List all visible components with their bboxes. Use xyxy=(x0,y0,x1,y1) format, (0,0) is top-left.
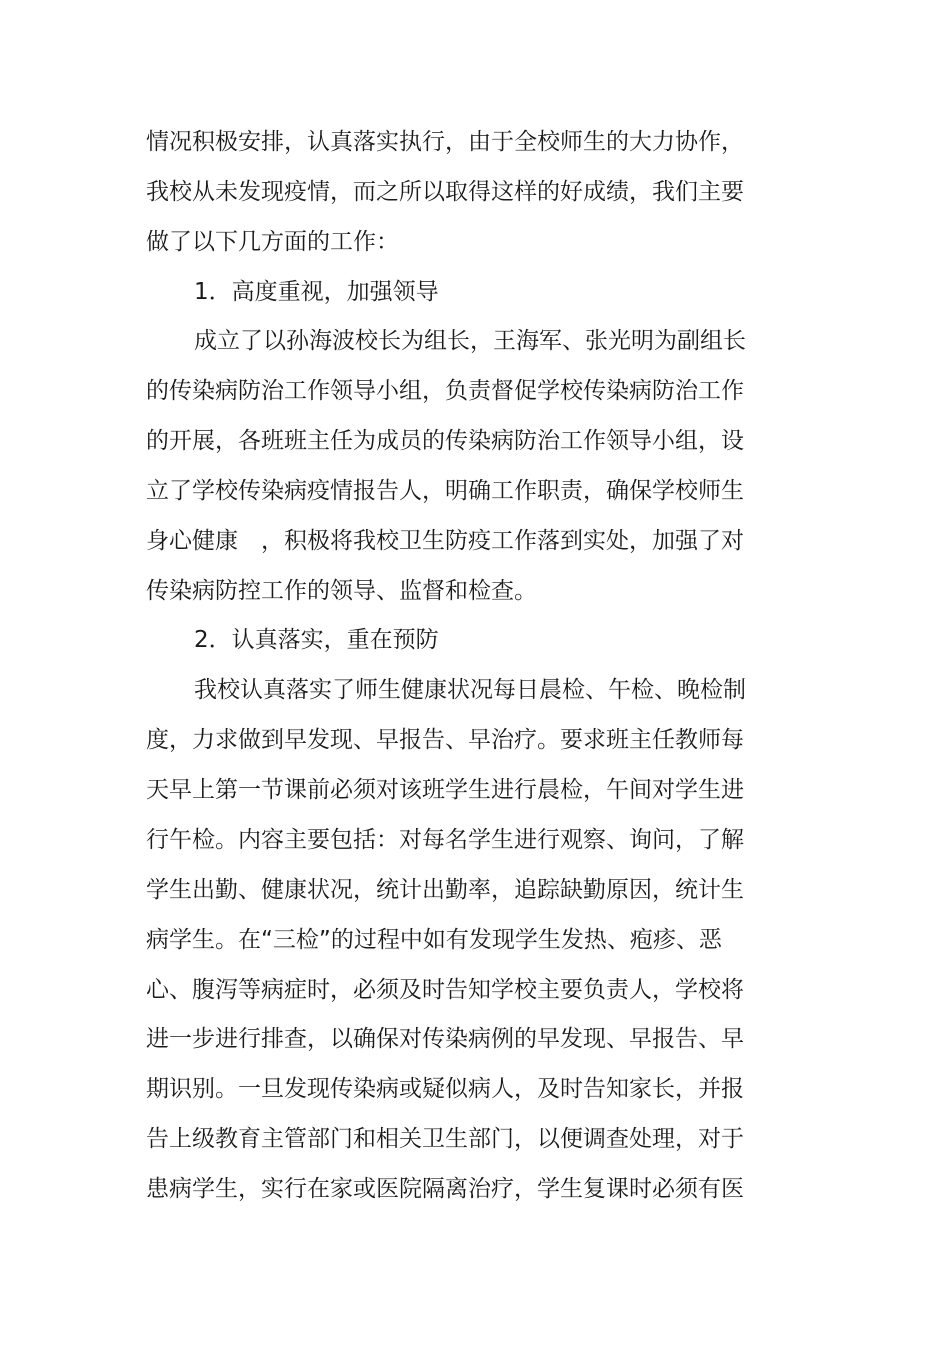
body-text-line: 我校从未发现疫情，而之所以取得这样的好成绩，我们主要 xyxy=(146,179,744,205)
body-text-line: 告上级教育主管部门和相关卫生部门，以便调查处理，对于 xyxy=(146,1126,744,1152)
paragraph-first-line: 成立了以孙海波校长为组长，王海军、张光明为副组长 xyxy=(194,328,746,354)
section-heading-1: 1．高度重视，加强领导 xyxy=(194,279,439,305)
section-heading-2: 2．认真落实，重在预防 xyxy=(194,627,439,653)
body-text-line: 学生出勤、健康状况，统计出勤率，追踪缺勤原因，统计生 xyxy=(146,877,744,903)
body-text-line: 天早上第一节课前必须对该班学生进行晨检，午间对学生进 xyxy=(146,777,744,803)
body-text-line: 身心健康 ，积极将我校卫生防疫工作落到实处，加强了对 xyxy=(146,528,744,554)
body-text-line: 的开展，各班班主任为成员的传染病防治工作领导小组，设 xyxy=(146,428,744,454)
body-text-line: 患病学生，实行在家或医院隔离治疗，学生复课时必须有医 xyxy=(146,1176,744,1202)
body-text-line: 做了以下几方面的工作： xyxy=(146,229,399,255)
body-text-line: 期识别。一旦发现传染病或疑似病人，及时告知家长，并报 xyxy=(146,1076,744,1102)
body-text-line: 进一步进行排查，以确保对传染病例的早发现、早报告、早 xyxy=(146,1026,744,1052)
body-text-line: 行午检。内容主要包括：对每名学生进行观察、询问，了解 xyxy=(146,827,744,853)
body-text-line: 度，力求做到早发现、早报告、早治疗。要求班主任教师每 xyxy=(146,727,744,753)
body-text-line: 立了学校传染病疫情报告人，明确工作职责，确保学校师生 xyxy=(146,478,744,504)
body-text-line: 传染病防控工作的领导、监督和检查。 xyxy=(146,578,537,604)
body-text-line: 心、腹泻等病症时，必须及时告知学校主要负责人，学校将 xyxy=(146,977,744,1003)
body-text-line: 情况积极安排，认真落实执行，由于全校师生的大力协作， xyxy=(146,129,744,155)
paragraph-first-line: 我校认真落实了师生健康状况每日晨检、午检、晚检制 xyxy=(194,677,746,703)
body-text-line: 的传染病防治工作领导小组，负责督促学校传染病防治工作 xyxy=(146,378,744,404)
body-text-line: 病学生。在“三检”的过程中如有发现学生发热、疱疹、恶 xyxy=(146,927,722,953)
